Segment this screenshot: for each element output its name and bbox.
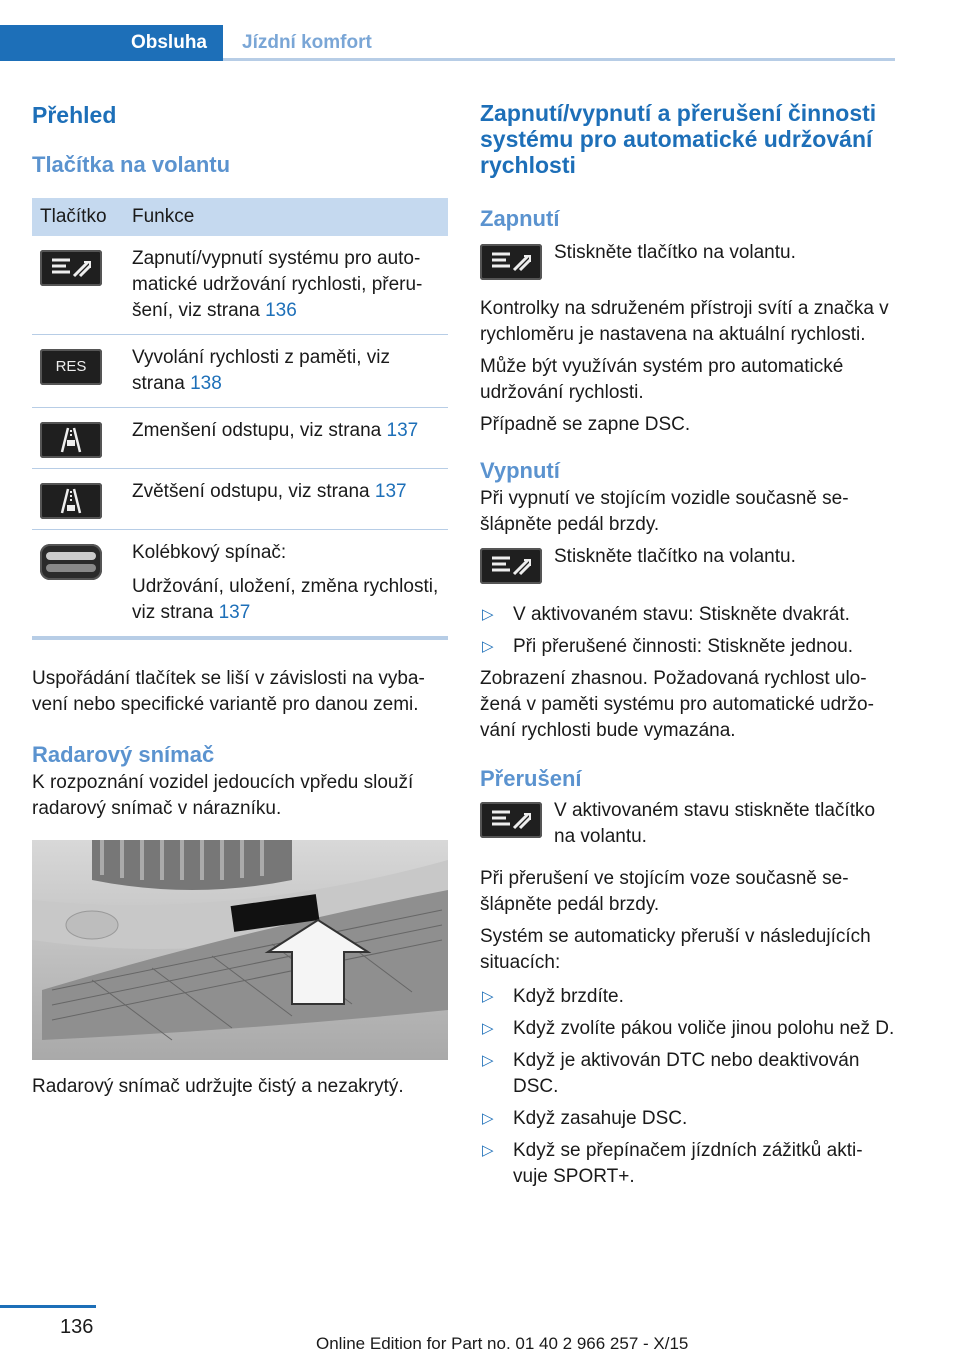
table-bottom-rule	[32, 636, 448, 640]
distance-increase-icon	[40, 483, 102, 519]
switch-on-heading: Zapnutí	[480, 206, 560, 231]
interrupt-p2: Systém se automaticky přeruší v následujících situacích:	[480, 926, 871, 973]
triangle-bullet-icon: ▷	[482, 988, 494, 1005]
triangle-bullet-icon: ▷	[482, 1020, 494, 1037]
table-cell-function: Zvětšení odstupu, viz strana 137	[124, 469, 448, 530]
radar-caption: Radarový snímač udržujte čistý a nezakrytý.	[32, 1076, 404, 1097]
table-cell-function: Kolébkový spínač: Udržování, uložení, změna rychlosti, viz strana 137	[132, 542, 439, 623]
page-ref-link[interactable]: 137	[386, 420, 419, 441]
page-ref-link[interactable]: 138	[190, 373, 222, 394]
switch-on-instruction: Stiskněte tlačítko na volantu.	[480, 240, 896, 280]
radar-text: K rozpoznání vozidel jedoucích vpředu slouží radarový snímač v nárazníku.	[32, 772, 414, 819]
list-item: ▷ Při přerušené činnosti: Stiskněte jednou.	[480, 634, 896, 660]
interrupt-list	[480, 984, 896, 1190]
tab-jizdni-komfort[interactable]: Jízdní komfort	[242, 32, 372, 53]
section-title: Přehled	[32, 102, 117, 128]
interrupt-instruction: V aktivovaném stavu stiskněte tlačítko na volantu.	[480, 798, 896, 850]
page-ref-link[interactable]: 136	[265, 300, 297, 321]
table-header-function: Funkce	[124, 198, 448, 236]
switch-on-p1: Kontrolky na sdruženém přístroji svítí a značka v rychloměru je nastavena na aktuální rychlosti.	[480, 298, 889, 345]
switch-off-p2: Zobrazení zhasnou. Požadovaná rychlost ulo-žená v paměti systému pro automatické udržo-vání rychlosti bude vymazána.	[480, 668, 874, 741]
triangle-bullet-icon: ▷	[482, 638, 494, 655]
interrupt-heading: Přerušení	[480, 766, 582, 791]
buttons-table	[32, 198, 448, 636]
list-item: ▷ Když je aktivován DTC nebo deaktivován DSC.	[482, 1050, 860, 1097]
table-cell-function: Zmenšení odstupu, viz strana 137	[124, 408, 448, 469]
rocker-switch-icon	[40, 544, 102, 580]
list-item: ▷ Když zvolíte pákou voliče jinou polohu než D.	[480, 1016, 896, 1042]
switch-off-instruction: Stiskněte tlačítko na volantu.	[480, 544, 896, 584]
page-number-rule	[0, 1305, 96, 1308]
page-ref-link[interactable]: 137	[218, 602, 251, 623]
cruise-control-icon	[40, 250, 102, 286]
list-item: ▷ Když brzdíte.	[480, 984, 896, 1010]
tab-obsluha[interactable]: Obsluha	[0, 25, 223, 61]
triangle-bullet-icon: ▷	[482, 1142, 494, 1159]
page-ref-link[interactable]: 137	[374, 481, 407, 502]
right-column	[480, 100, 896, 1196]
list-item: ▷ Když se přepínačem jízdních zážitků akti-vuje SPORT+.	[482, 1140, 863, 1187]
interrupt-p1: Při přerušení ve stojícím voze současně se-šlápněte pedál brzdy.	[480, 868, 849, 915]
radar-sensor-photo	[32, 840, 448, 1060]
triangle-bullet-icon: ▷	[482, 606, 494, 623]
page-number: 136	[60, 1316, 94, 1338]
res-icon: RES	[40, 349, 102, 385]
left-column	[32, 100, 448, 1100]
steering-buttons-heading: Tlačítka na volantu	[32, 152, 231, 177]
cruise-control-icon	[480, 802, 542, 838]
cruise-control-icon	[480, 244, 542, 280]
radar-heading: Radarový snímač	[32, 742, 215, 767]
list-item: ▷ Když zasahuje DSC.	[480, 1106, 896, 1132]
switch-off-heading: Vypnutí	[480, 458, 560, 483]
table-row	[32, 335, 448, 408]
switch-on-p2: Může být využíván systém pro automatické udržování rychlosti.	[480, 356, 844, 403]
table-header-button: Tlačítko	[32, 198, 124, 236]
table-cell-function: Zapnutí/vypnutí systému pro auto-matické udržování rychlosti, přeru-šení, viz strana 136	[124, 236, 448, 335]
table-cell-function: Vyvolání rychlosti z paměti, viz strana 138	[124, 335, 448, 408]
switch-on-p3: Případně se zapne DSC.	[480, 414, 691, 435]
edition-footer: Online Edition for Part no. 01 40 2 966 257 - X/15	[316, 1334, 689, 1353]
switch-off-p1: Při vypnutí ve stojícím vozidle současně se-šlápněte pedál brzdy.	[480, 488, 849, 535]
table-row	[32, 530, 448, 637]
triangle-bullet-icon: ▷	[482, 1110, 494, 1127]
distance-decrease-icon	[40, 422, 102, 458]
table-row	[32, 236, 448, 335]
table-row	[32, 469, 448, 530]
tab-divider	[223, 58, 895, 61]
triangle-bullet-icon: ▷	[482, 1052, 494, 1069]
chapter-tabs	[0, 25, 895, 61]
section-title-right: Zapnutí/vypnutí a přerušení činnosti systému pro automatické udržování rychlosti	[480, 100, 877, 178]
arrangement-note: Uspořádání tlačítek se liší v závislosti na vyba-vení nebo specifické variantě pro danou zemi.	[32, 668, 425, 715]
switch-off-list	[480, 602, 896, 660]
table-header-row	[32, 198, 448, 236]
cruise-control-icon	[480, 548, 542, 584]
list-item: ▷ V aktivovaném stavu: Stiskněte dvakrát.	[480, 602, 896, 628]
table-row	[32, 408, 448, 469]
